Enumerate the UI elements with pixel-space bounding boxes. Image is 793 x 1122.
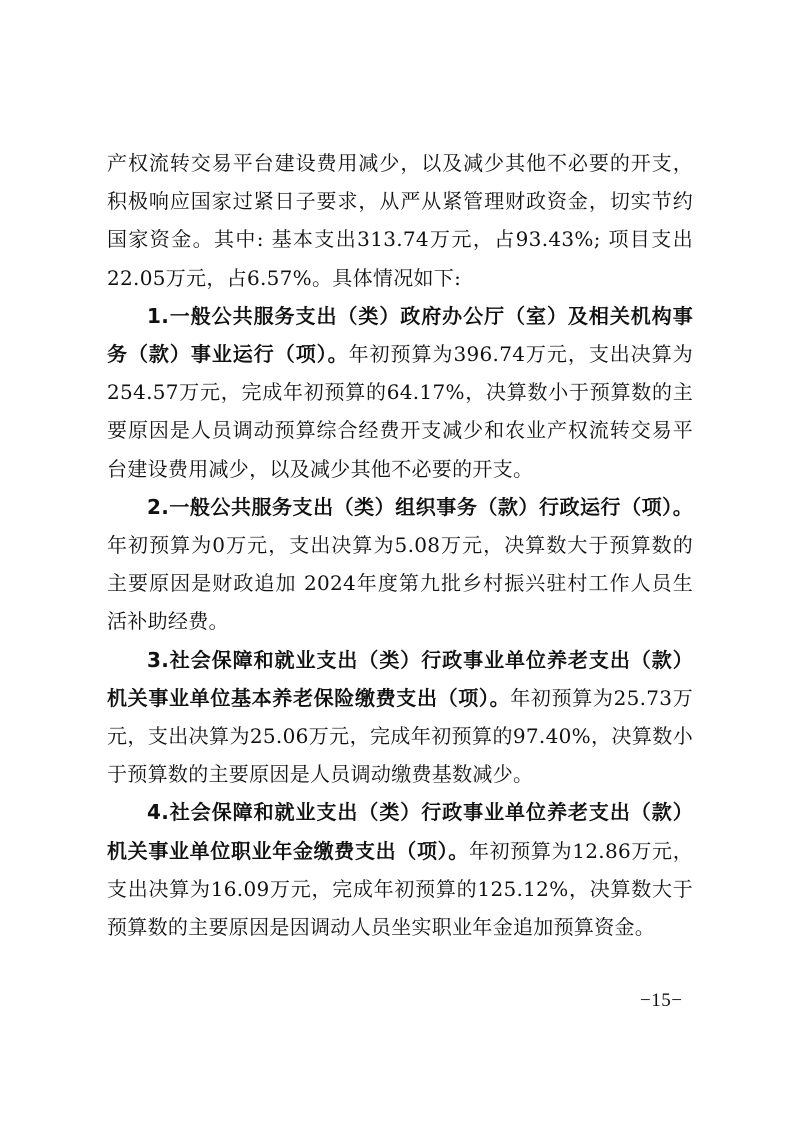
paragraph-heading: 3.社会保障和就业支出（类）行政事业单位养老支出（款）机关事业单位基本养老保险缴费支出（项）。 [107, 647, 693, 710]
page-number: −15− [640, 990, 683, 1011]
paragraph-item-1 [107, 297, 693, 488]
document-body [107, 144, 693, 946]
paragraph-body: 年初预算为396.74万元，支出决算为254.57万元，完成年初预算的64.17%，决算数小于预算数的主要原因是人员调动预算综合经费开支减少和农业产权流转交易平台建设费用减少，以及减少其他不必要的开支。 [107, 342, 693, 481]
paragraph-item-3 [107, 641, 693, 794]
paragraph-body: 年初预算为25.73万元，支出决算为25.06万元，完成年初预算的97.40%，决算数小于预算数的主要原因是人员调动缴费基数减少。 [107, 685, 693, 787]
paragraph-heading: 1.一般公共服务支出（类）政府办公厅（室）及相关机构事务（款）事业运行（项）。 [107, 303, 693, 367]
paragraph-item-2 [107, 488, 693, 641]
paragraph-body: 年初预算为0万元，支出决算为5.08万元，决算数大于预算数的主要原因是财政追加 2024年度第九批乡村振兴驻村工作人员生活补助经费。 [107, 533, 693, 634]
paragraph-heading: 4.社会保障和就业支出（类）行政事业单位养老支出（款）机关事业单位职业年金缴费支出（项）。 [107, 800, 693, 863]
paragraph-body: 年初预算为12.86万元，支出决算为16.09万元，完成年初预算的125.12%，决算数大于预算数的主要原因是因调动人员坐实职业年金追加预算资金。 [107, 838, 693, 940]
paragraph-continuation [107, 144, 693, 297]
paragraph-body: 产权流转交易平台建设费用减少，以及减少其他不必要的开支，积极响应国家过紧日子要求，从严从紧管理财政资金，切实节约国家资金。其中: 基本支出313.74万元，占93.43%; 项目支出22.05万元，占6.57%。具体情况如下: [107, 151, 693, 290]
paragraph-heading: 2.一般公共服务支出（类）组织事务（款）行政运行（项）。 [147, 494, 693, 519]
paragraph-item-4 [107, 793, 693, 946]
